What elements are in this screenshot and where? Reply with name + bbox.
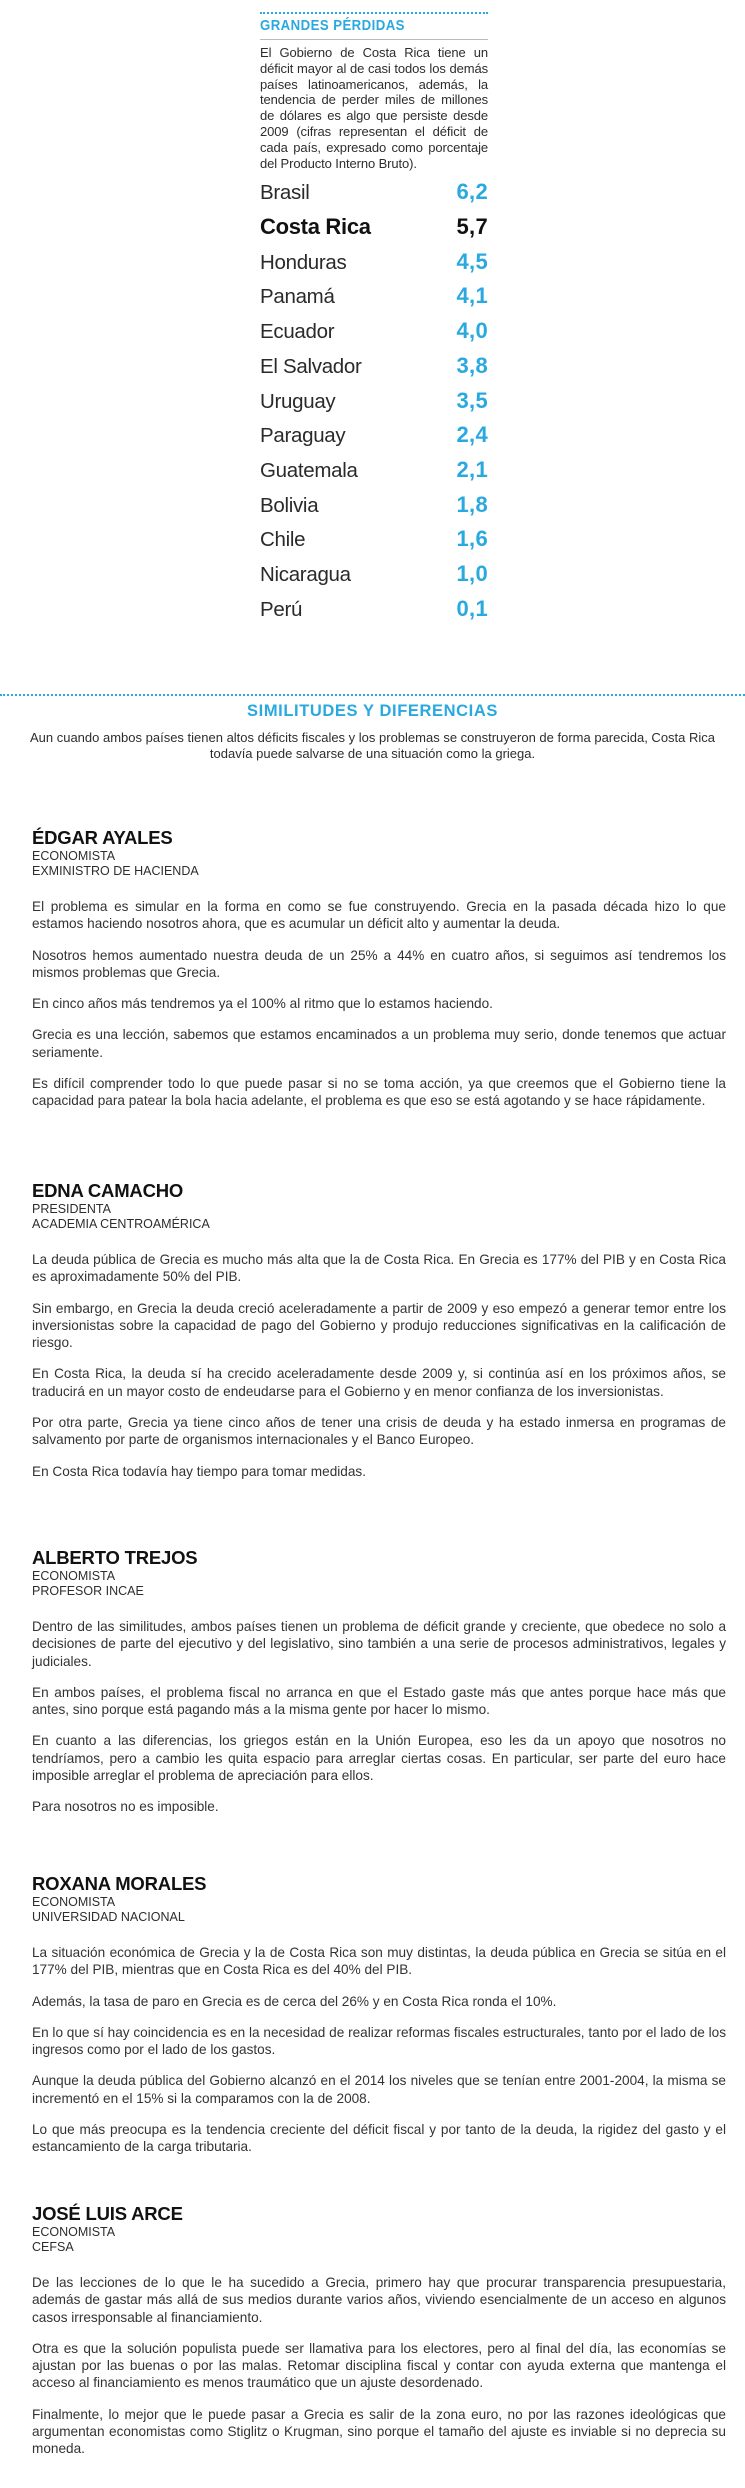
country-name: Brasil <box>260 181 310 205</box>
statement-paragraph: De las lecciones de lo que le ha sucedido a Grecia, primero hay que procurar transparencia presupuestaria, además de gastar más allá de sus medios durante varios años, viviendo esencialmente de un acceso en algunos casos irresponsable al financiamiento. <box>32 2275 726 2325</box>
country-row <box>260 179 488 214</box>
expert-role: ECONOMISTA <box>32 1569 116 1583</box>
country-row <box>260 249 488 284</box>
expert-statement <box>32 898 726 1110</box>
expert-role: ECONOMISTA <box>32 2225 116 2239</box>
statement-paragraph: En cuanto a las diferencias, los griegos están en la Unión Europea, eso les da un apoyo que nosotros no tendríamos, pero a cambio les quita espacio para arreglar ciertas cosas. En particular, ser parte del euro hace imposible arreglar el problema de apreciación para ellos. <box>32 1733 726 1784</box>
country-row <box>260 283 488 318</box>
similarities-header <box>0 694 745 762</box>
expert-affiliation: UNIVERSIDAD NACIONAL <box>32 1910 185 1924</box>
expert-edgar-ayales <box>32 827 726 1124</box>
statement-paragraph: La situación económica de Grecia y la de Costa Rica son muy distintas, la deuda pública en Grecia se sitúa en el 177% del PIB, mientras que en Costa Rica es del 40% del PIB. <box>32 1945 726 1978</box>
statement-paragraph: Para nosotros no es imposible. <box>32 1799 219 1815</box>
statement-paragraph: Lo que más preocupa es la tendencia creciente del déficit fiscal y por tanto de la deuda, la rigidez del gasto y el estancamiento de la carga tributaria. <box>32 2122 726 2155</box>
country-row <box>260 388 488 423</box>
statement-paragraph: El problema es simular en la forma en como se fue construyendo. Grecia en la pasada década hizo lo que estamos haciendo nosotros ahora, que es acumular un déficit alto y aumentar la deuda. <box>32 899 726 932</box>
deficit-value: 6,2 <box>456 179 488 205</box>
country-row <box>260 457 488 492</box>
statement-paragraph: Es difícil comprender todo lo que puede pasar si no se toma acción, ya que creemos que el Gobierno tiene la capacidad para patear la bola hacia adelante, el problema es que eso se está agotando y se hace rápidamente. <box>32 1076 726 1109</box>
similarities-title: SIMILITUDES Y DIFERENCIAS <box>247 702 498 720</box>
losses-box <box>260 0 488 630</box>
expert-statement <box>32 2274 726 2458</box>
expert-affiliation: CEFSA <box>32 2240 74 2254</box>
deficit-value: 0,1 <box>456 595 488 621</box>
expert-name: ROXANA MORALES <box>32 1873 207 1894</box>
expert-role: PRESIDENTA <box>32 1202 111 1216</box>
country-row <box>260 214 488 249</box>
deficit-value: 3,5 <box>456 387 488 413</box>
expert-role: ECONOMISTA <box>32 849 116 863</box>
statement-paragraph: En ambos países, el problema fiscal no arranca en que el Estado gaste más que antes porque hace más que antes, sino porque está pagando más a la misma gente por hacer lo mismo. <box>32 1684 726 1718</box>
deficit-value: 1,6 <box>456 526 488 552</box>
divider <box>260 39 488 40</box>
country-name: Uruguay <box>260 389 336 413</box>
deficit-value: 1,8 <box>456 491 488 517</box>
country-name: Costa Rica <box>260 214 371 240</box>
country-row <box>260 492 488 527</box>
statement-paragraph: En lo que sí hay coincidencia es en la necesidad de realizar reformas fiscales estructurales, tanto por el lado de los ingresos como por el lado de los gastos. <box>32 2024 726 2058</box>
expert-roxana-morales <box>32 1873 726 2170</box>
deficit-value: 5,7 <box>456 214 488 240</box>
statement-paragraph: La deuda pública de Grecia es mucho más alta que la de Costa Rica. En Grecia es 177% del PIB y en Costa Rica es aproximadamente 50% del PIB. <box>32 1252 726 1285</box>
expert-alberto-trejos <box>32 1547 726 1830</box>
statement-paragraph: Aunque la deuda pública del Gobierno alcanzó en el 2014 los niveles que se tenían entre 2001-2004, la misma se incrementó en el 15% si la comparamos con la de 2008. <box>32 2073 726 2106</box>
statement-paragraph: Grecia es una lección, sabemos que estamos encaminados a un problema muy serio, donde tenemos que actuar seriamente. <box>32 1027 726 1060</box>
losses-title: GRANDES PÉRDIDAS <box>260 17 405 34</box>
country-name: Chile <box>260 528 306 552</box>
statement-paragraph: Por otra parte, Grecia ya tiene cinco años de tener una crisis de deuda y ha estado inmersa en programas de salvamento por parte de organismos internacionales y el Banco Europeo. <box>32 1415 726 1448</box>
deficit-value: 4,0 <box>456 318 488 344</box>
country-row <box>260 353 488 388</box>
country-row <box>260 318 488 353</box>
country-row <box>260 561 488 596</box>
country-name: Panamá <box>260 285 335 309</box>
country-name: Nicaragua <box>260 562 351 586</box>
statement-paragraph: Otra es que la solución populista puede ser llamativa para los electores, pero al final del día, las economías se ajustan por las buenas o por las malas. Retomar disciplina fiscal y contar con ayuda externa que mantenga el acceso al financiamiento es menos traumático que un ajuste desordenado. <box>32 2340 726 2391</box>
deficit-value: 3,8 <box>456 352 488 378</box>
expert-affiliation: EXMINISTRO DE HACIENDA <box>32 864 199 878</box>
expert-name: ALBERTO TREJOS <box>32 1547 198 1568</box>
statement-paragraph: Además, la tasa de paro en Grecia es de cerca del 26% y en Costa Rica ronda el 10%. <box>32 1993 557 2009</box>
expert-role: ECONOMISTA <box>32 1895 116 1909</box>
country-name: Bolivia <box>260 493 319 517</box>
similarities-subtitle: Aun cuando ambos países tienen altos déficits fiscales y los problemas se construyeron de forma parecida, Costa Rica todavía puede salvarse de una situación como la griega. <box>29 730 716 761</box>
statement-paragraph: Sin embargo, en Grecia la deuda creció aceleradamente a partir de 2009 y eso empezó a generar temor entre los inversionistas sobre la capacidad de pago del Gobierno y produjo reducciones significativas en la calificación de riesgo. <box>32 1300 726 1351</box>
statement-paragraph: Finalmente, lo mejor que le puede pasar a Grecia es salir de la zona euro, no por las razones ideológicas que argumentan economistas como Stiglitz o Krugman, sino porque el tamaño del ajuste es inviable si no deprecia su moneda. <box>32 2406 726 2457</box>
country-name: Perú <box>260 597 303 621</box>
country-row <box>260 526 488 561</box>
country-row <box>260 596 488 631</box>
statement-paragraph: En Costa Rica todavía hay tiempo para tomar medidas. <box>32 1463 366 1479</box>
dotted-divider <box>0 694 745 696</box>
country-name: El Salvador <box>260 354 362 378</box>
statement-paragraph: Dentro de las similitudes, ambos países tienen un problema de déficit grande y creciente, que obedece no solo a decisiones de parte del ejecutivo y del legislativo, sino también a una serie de procesos administrativos, legales y judiciales. <box>32 1619 726 1669</box>
expert-statement <box>32 1251 726 1480</box>
country-row <box>260 422 488 457</box>
country-name: Guatemala <box>260 458 358 482</box>
expert-statement <box>32 1944 726 2156</box>
expert-name: EDNA CAMACHO <box>32 1180 184 1201</box>
expert-edna-camacho <box>32 1180 726 1494</box>
expert-affiliation: PROFESOR INCAE <box>32 1584 144 1598</box>
statement-paragraph: Nosotros hemos aumentado nuestra deuda de un 25% a 44% en cuatro años, si seguimos así tendremos los mismos problemas que Grecia. <box>32 947 726 980</box>
deficit-value: 4,5 <box>456 248 488 274</box>
deficit-value: 2,1 <box>456 456 488 482</box>
dotted-divider <box>260 12 488 14</box>
country-list <box>260 179 488 630</box>
expert-affiliation: ACADEMIA CENTROAMÉRICA <box>32 1217 210 1231</box>
expert-name: ÉDGAR AYALES <box>32 827 173 848</box>
statement-paragraph: En cinco años más tendremos ya el 100% al ritmo que lo estamos haciendo. <box>32 996 493 1012</box>
statement-paragraph: En Costa Rica, la deuda sí ha crecido aceleradamente desde 2009 y, si continúa así en los próximos años, se traducirá en un mayor costo de endeudarse para el Gobierno y en menor confianza de los inversionistas. <box>32 1366 726 1399</box>
expert-name: JOSÉ LUIS ARCE <box>32 2203 183 2224</box>
deficit-value: 1,0 <box>456 560 488 586</box>
deficit-value: 4,1 <box>456 283 488 309</box>
expert-jose-luis-arce <box>32 2203 726 2472</box>
country-name: Paraguay <box>260 424 346 448</box>
deficit-value: 2,4 <box>456 422 488 448</box>
country-name: Ecuador <box>260 320 335 344</box>
country-name: Honduras <box>260 250 347 274</box>
losses-intro: El Gobierno de Costa Rica tiene un déficit mayor al de casi todos los demás países latinoamericanos, además, la tendencia de perder miles de millones de dólares es algo que persiste desde 2009 (cifras representan el déficit de cada país, expresado como porcentaje del Producto Interno Bruto). <box>260 45 488 171</box>
expert-statement <box>32 1618 726 1816</box>
